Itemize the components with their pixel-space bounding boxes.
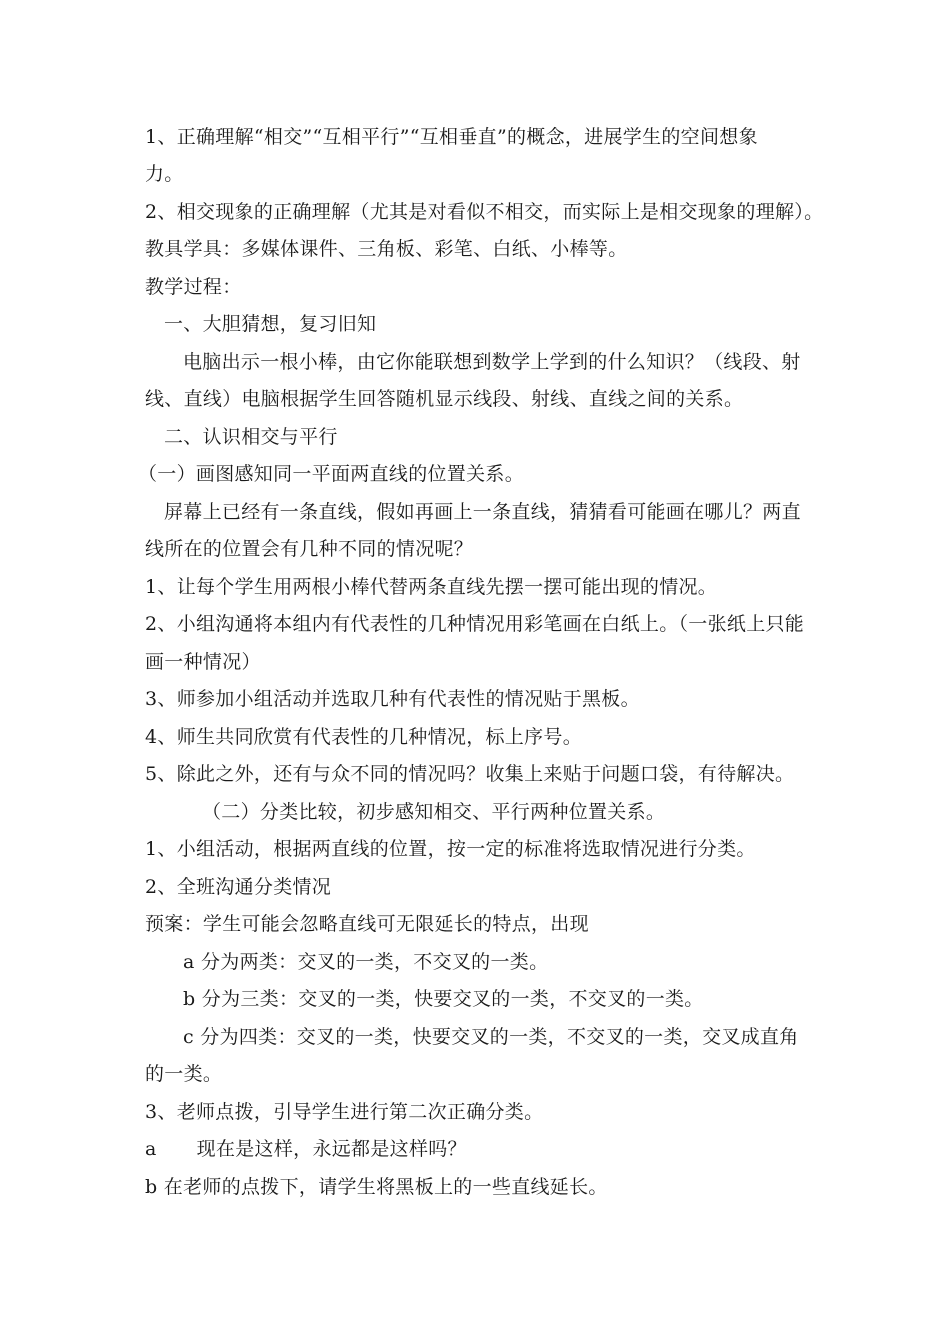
- activity-3-line: 3、老师点拨，引导学生进行第二次正确分类。: [145, 1101, 544, 1123]
- activity-1-line: 1、小组活动，根据两直线的位置，按一定的标准将选取情况进行分类。: [145, 838, 756, 860]
- plan-option-c-line-2: 的一类。: [145, 1063, 223, 1085]
- plan-option-b: b 分为三类：交叉的一类，快要交叉的一类，不交叉的一类。: [183, 988, 704, 1010]
- process-heading: 教学过程：: [145, 276, 242, 298]
- goal-1-line-1: 1、正确理解“相交”“互相平行”“互相垂直”的概念，进展学生的空间想象: [145, 126, 758, 148]
- paragraph-2-line-1: 屏幕上已经有一条直线，假如再画上一条直线，猜猜看可能画在哪儿？两直: [164, 501, 801, 523]
- plan-option-c-line-1: c 分为四类：交叉的一类，快要交叉的一类，不交叉的一类，交叉成直角: [183, 1026, 799, 1048]
- question-a-line: [145, 1137, 467, 1161]
- step-5-line: 5、除此之外，还有与众不同的情况吗？收集上来贴于问题口袋，有待解决。: [145, 763, 795, 785]
- subsection-2-heading: （二）分类比较，初步感知相交、平行两种位置关系。: [202, 801, 666, 823]
- step-1-line: 1、让每个学生用两根小棒代替两条直线先摆一摆可能出现的情况。: [145, 576, 718, 598]
- question-a-text: 现在是这样，永远都是这样吗？: [196, 1138, 467, 1160]
- goal-1-line-2: 力。: [145, 163, 184, 185]
- plan-line: 预案：学生可能会忽略直线可无限延长的特点，出现: [145, 913, 589, 935]
- step-3-line: 3、师参加小组活动并选取几种有代表性的情况贴于黑板。: [145, 688, 640, 710]
- step-2-line-1: 2、小组沟通将本组内有代表性的几种情况用彩笔画在白纸上。（一张纸上只能: [145, 613, 805, 635]
- paragraph-2-line-2: 线所在的位置会有几种不同的情况呢？: [145, 538, 474, 560]
- subsection-1-heading: （一）画图感知同一平面两直线的位置关系。: [138, 463, 525, 485]
- section-1-heading: 一、大胆猜想，复习旧知: [164, 313, 377, 335]
- section-2-heading: 二、认识相交与平行: [164, 426, 338, 448]
- paragraph-1-line-2: 线、直线）电脑根据学生回答随机显示线段、射线、直线之间的关系。: [145, 388, 744, 410]
- question-a-marker: a: [145, 1138, 157, 1160]
- goal-2-line: 2、相交现象的正确理解（尤其是对看似不相交，而实际上是相交现象的理解）。: [145, 201, 824, 223]
- step-2-line-2: 画一种情况）: [145, 651, 261, 673]
- question-b-line: b 在老师的点拨下，请学生将黑板上的一些直线延长。: [145, 1176, 608, 1198]
- activity-2-line: 2、全班沟通分类情况: [145, 876, 332, 898]
- plan-option-a: a 分为两类：交叉的一类，不交叉的一类。: [183, 951, 549, 973]
- step-4-line: 4、师生共同欣赏有代表性的几种情况，标上序号。: [145, 726, 582, 748]
- teaching-aids-line: 教具学具：多媒体课件、三角板、彩笔、白纸、小棒等。: [145, 238, 628, 260]
- paragraph-1-line-1: 电脑出示一根小棒，由它你能联想到数学上学到的什么知识？（线段、射: [183, 351, 801, 373]
